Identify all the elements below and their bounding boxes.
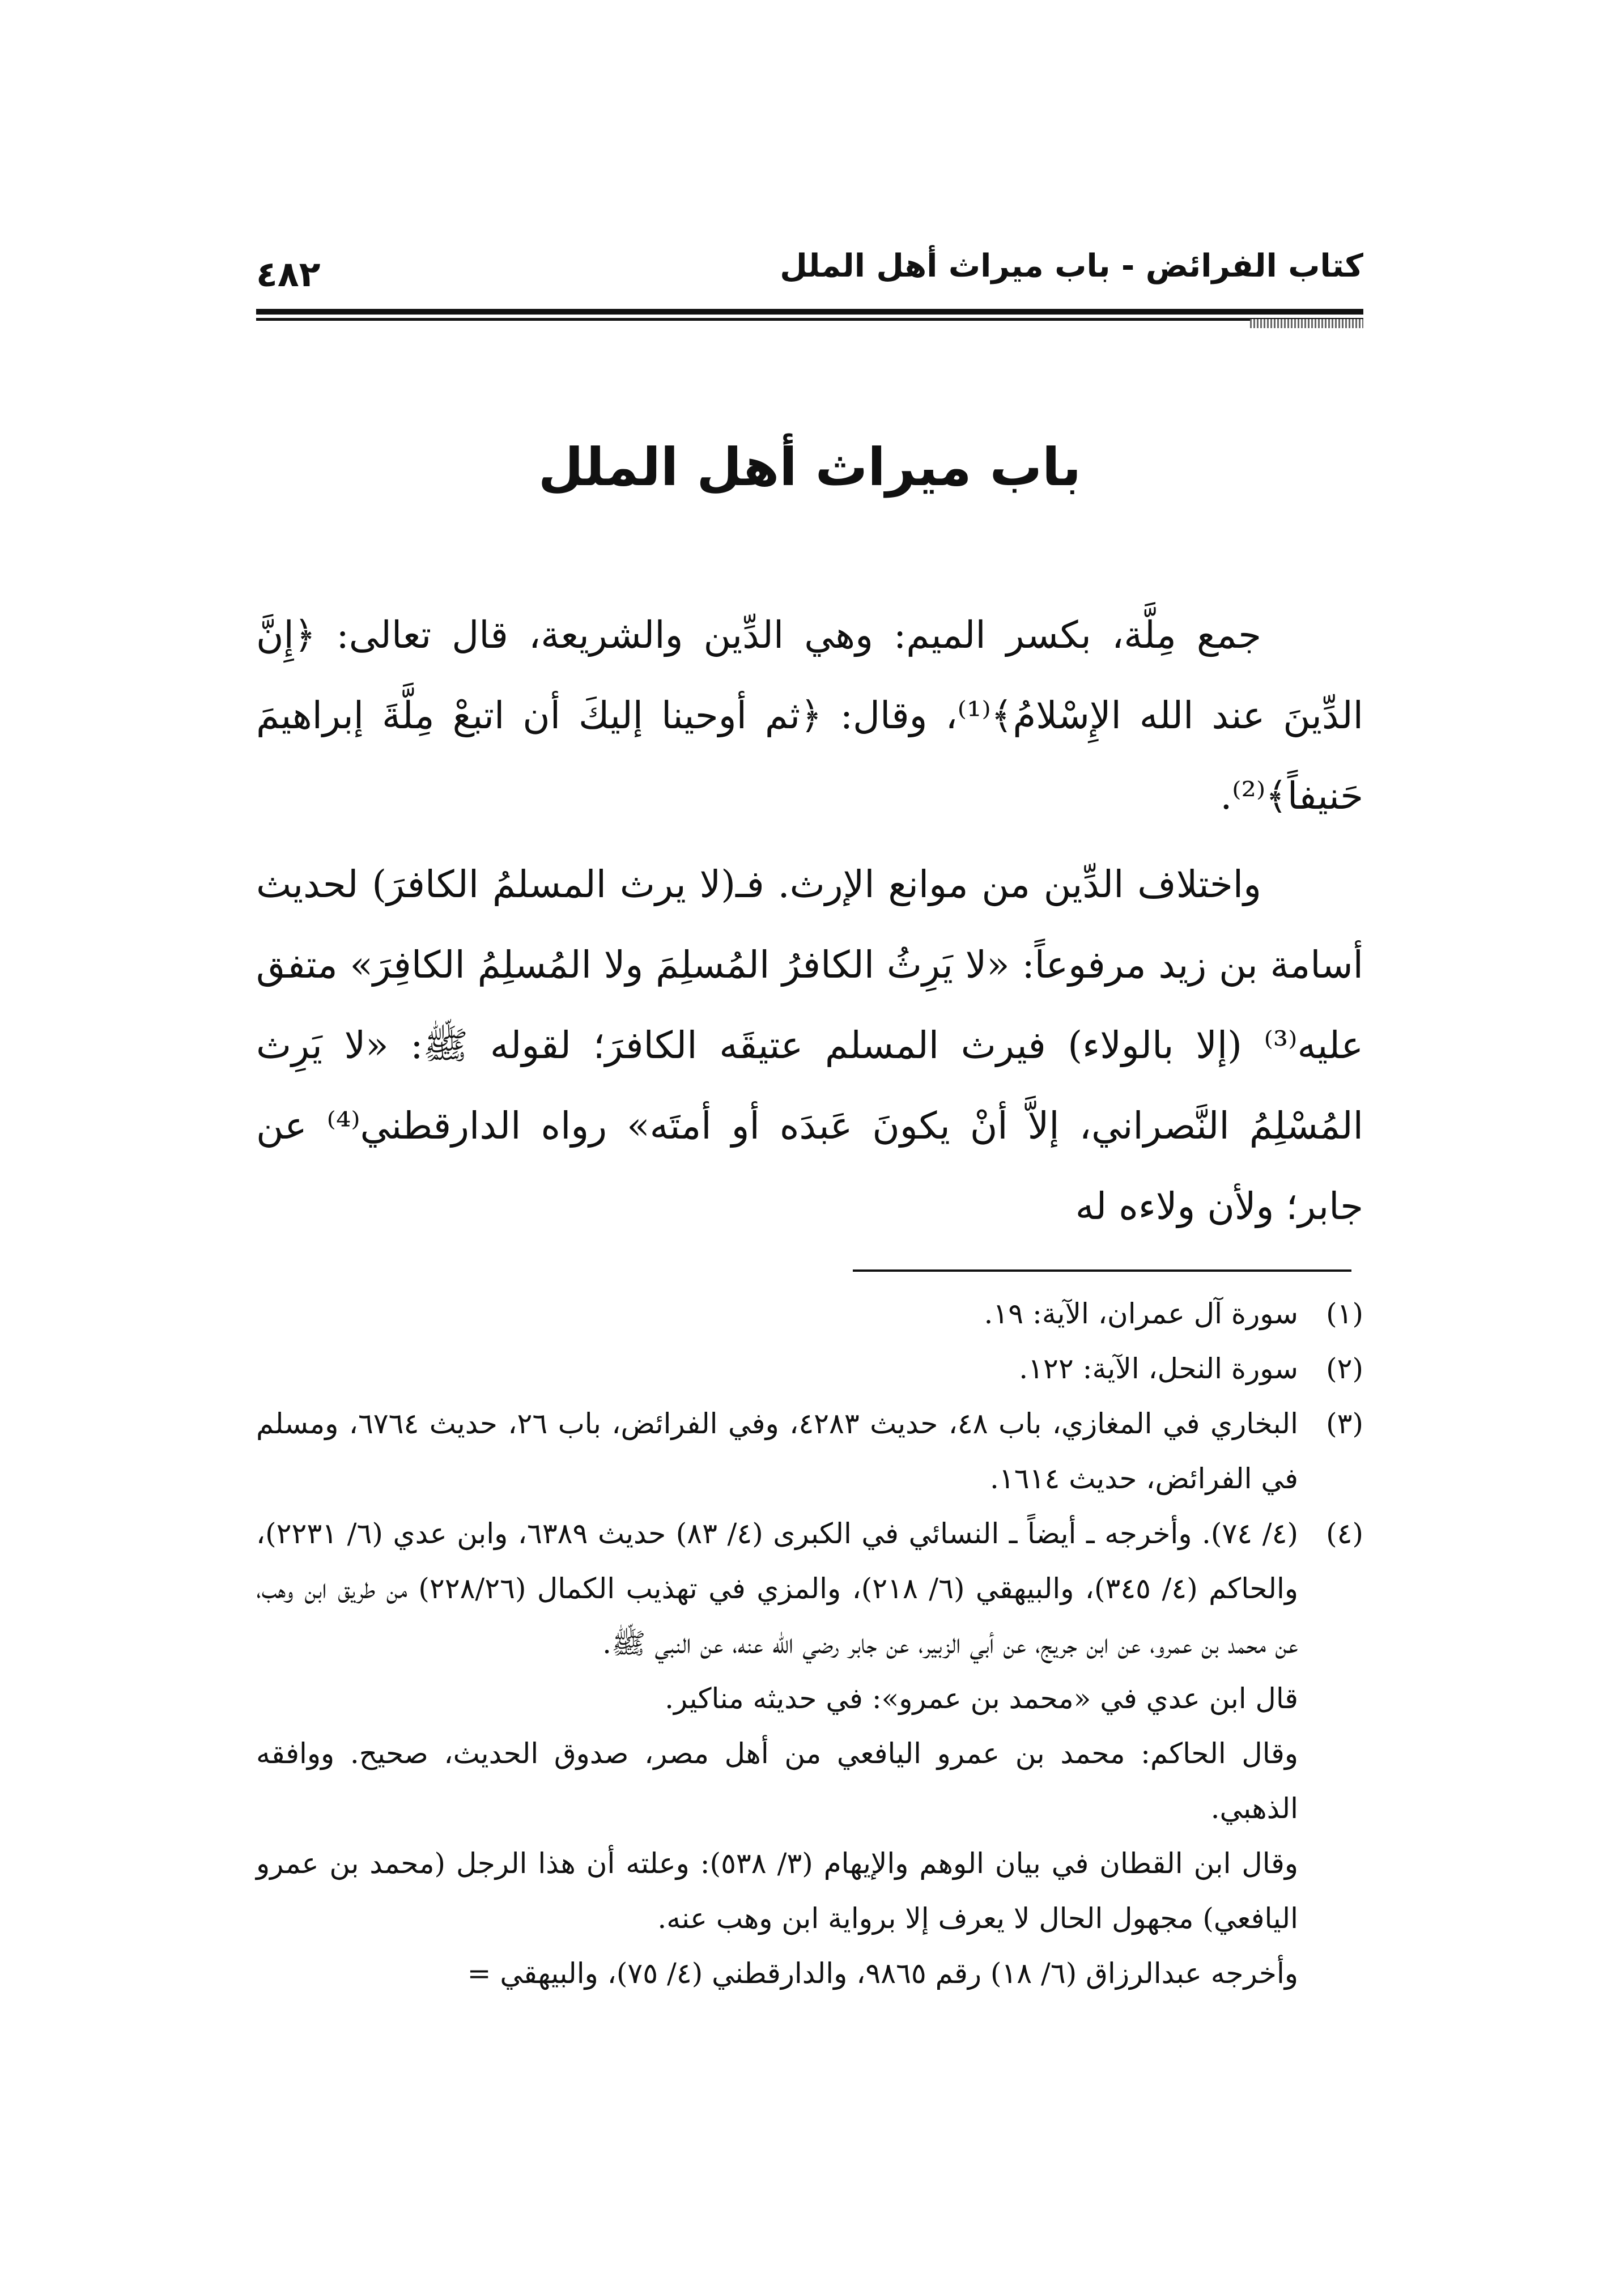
- page-header: [256, 244, 1363, 306]
- footnote-4-line-5: وأخرجه عبدالرزاق (٦/ ١٨) رقم ٩٨٦٥، والدارقطني (٤/ ٧٥)، والبيهقي =: [467, 1957, 1298, 1990]
- body-paragraph-2: واختلاف الدِّين من موانع الإرث. فـ(لا يرث المسلمُ الكافرَ) لحديث أسامة بن زيد مرفوعاً: «لا يَرِثُ الكافرُ المُسلِمَ ولا المُسلِمُ الكافِرَ» متفق عليه⁽³⁾ (إلا بالولاء) فيرث المسلم عتيقَه الكافرَ؛ لقوله ﷺ: «لا يَرِث المُسْلِمُ النَّصراني، إلاَّ أنْ يكونَ عَبدَه أو أمتَه» رواه الدارقطني⁽⁴⁾ عن جابر؛ ولأن ولاءه له: [256, 863, 1364, 1228]
- footnote-3: [256, 1396, 1363, 1506]
- page-number: ٤٨٢: [256, 253, 321, 295]
- header-rule-thick: [256, 309, 1363, 315]
- body-paragraph-1: جمع مِلَّة، بكسر الميم: وهي الدِّين والشريعة، قال تعالى: ﴿إِنَّ الدِّينَ عند الله الإِسْلامُ﴾⁽¹⁾، وقال: ﴿ثم أوحينا إليكَ أن اتبعْ مِلَّةَ إبراهيمَ حَنيفاً﴾⁽²⁾.: [256, 613, 1364, 818]
- footnote-1: [256, 1286, 1363, 1341]
- footnote-text: سورة آل عمران، الآية: ١٩.: [984, 1297, 1298, 1330]
- header-rule: [256, 309, 1363, 321]
- footnote-number: (٣): [1326, 1407, 1363, 1440]
- header-rule-thin: [256, 318, 1363, 321]
- footnote-number: (٢): [1326, 1352, 1363, 1385]
- footnote-4-line-3: وقال الحاكم: محمد بن عمرو اليافعي من أهل مصر، صدوق الحديث، صحيح. ووافقه الذهبي.: [256, 1737, 1298, 1825]
- body-text: [256, 595, 1363, 1255]
- running-title: كتاب الفرائض - باب ميراث أهل الملل: [780, 248, 1363, 284]
- header-rule-texture: [1250, 319, 1363, 328]
- footnote-number: (٤): [1326, 1517, 1363, 1550]
- footnote-number: (١): [1326, 1297, 1363, 1330]
- footnote-4-line-4: وقال ابن القطان في بيان الوهم والإيهام (٣/ ٥٣٨): وعلته أن هذا الرجل (محمد بن عمرو اليافعي) مجهول الحال لا يعرف إلا برواية ابن وهب عنه.: [256, 1847, 1298, 1935]
- footnote-text: البخاري في المغازي، باب ٤٨، حديث ٤٢٨٣، وفي الفرائض، باب ٢٦، حديث ٦٧٦٤، ومسلم في الفرائض، حديث ١٦١٤.: [256, 1407, 1298, 1495]
- footnote-4: [256, 1506, 1363, 1671]
- footnotes: [256, 1286, 1363, 2001]
- footnote-2: [256, 1341, 1363, 1396]
- footnote-4-line-2: قال ابن عدي في «محمد بن عمرو»: في حديثه مناكير.: [665, 1682, 1298, 1715]
- chapter-title: باب ميراث أهل الملل: [538, 437, 1082, 498]
- footnote-separator: [853, 1269, 1351, 1272]
- footnote-text: سورة النحل، الآية: ١٢٢.: [1019, 1352, 1298, 1385]
- footnote-text: (٤/ ٧٤). وأخرجه ـ أيضاً ـ النسائي في الكبرى (٤/ ٨٣) حديث ٦٣٨٩، وابن عدي (٦/ ٢٢٣١)، والحاكم (٤/ ٣٤٥)، والبيهقي (٦/ ٢١٨)، والمزي في تهذيب الكمال (٢٢٨/٢٦) من طريق ابن وهب، عن محمد بن عمرو، عن ابن جريج، عن أبي الزبير، عن جابر رضي الله عنه، عن النبي ﷺ.: [256, 1517, 1299, 1660]
